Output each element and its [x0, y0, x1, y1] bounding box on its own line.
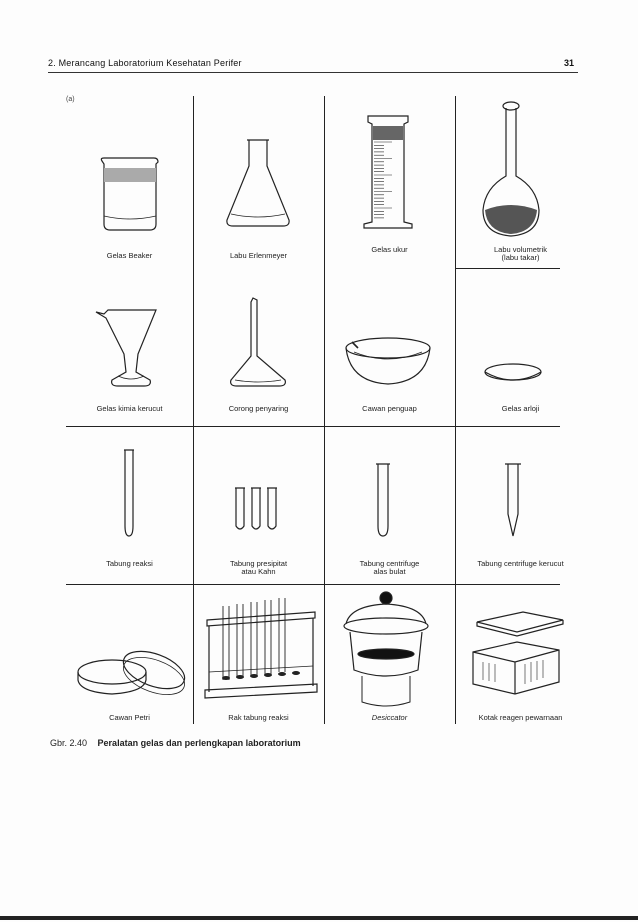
test-tube-cell — [68, 426, 191, 583]
item-label: Gelas Beaker — [106, 251, 153, 260]
item-label: Gelas ukur — [371, 245, 408, 254]
centrifuge-round-cell — [328, 426, 451, 583]
figure-number: Gbr. 2.40 — [50, 738, 88, 748]
item-label: Tabung reaksi — [106, 559, 153, 568]
beaker-illustration — [68, 96, 191, 253]
grid-divider — [455, 96, 456, 724]
item-label: Kotak reagen pewarnaan — [478, 713, 563, 722]
conical-glass-cell — [68, 268, 191, 425]
funnel-cell — [197, 268, 320, 425]
item-label: Corong penyaring — [228, 404, 289, 413]
evaporating-dish-illustration — [328, 268, 451, 425]
petri-dish-cell — [68, 584, 191, 741]
beaker-cell — [68, 96, 191, 260]
page-number: 31 — [563, 58, 574, 68]
item-label: Gelas kimia kerucut — [96, 404, 163, 413]
equipment-grid — [66, 96, 564, 724]
erlenmeyer-cell — [197, 96, 320, 260]
section-label: (a) — [66, 96, 75, 103]
centrifuge-conical-cell — [459, 426, 582, 583]
volumetric-flask-cell — [459, 96, 582, 262]
precipitation-tube-cell — [197, 426, 320, 583]
watch-glass-cell — [459, 268, 582, 425]
item-label: Tabung centrifuge kerucut — [477, 559, 564, 568]
graduated-cylinder-illustration — [328, 96, 451, 253]
item-label: Gelas arloji — [501, 404, 540, 413]
item-label-secondary: alas bulat — [373, 567, 406, 576]
item-label-secondary: (labu takar) — [501, 253, 540, 262]
item-label: Tabung presipitat — [229, 559, 288, 568]
graduated-cylinder-cell — [328, 96, 451, 253]
item-label: Tabung centrifuge — [359, 559, 420, 568]
item-label: Desiccator — [371, 713, 408, 722]
figure-caption — [50, 738, 301, 748]
item-label: Rak tabung reaksi — [228, 713, 289, 722]
item-label: Labu volumetrik — [494, 245, 547, 254]
filter-funnel-illustration — [197, 268, 320, 425]
erlenmeyer-flask-illustration — [197, 96, 320, 253]
watch-glass-illustration — [459, 268, 582, 425]
figure-caption-text: Peralatan gelas dan perlengkapan laboratorium — [97, 738, 301, 748]
tube-rack-cell — [197, 584, 320, 741]
desiccator-cell — [328, 584, 451, 741]
page-header — [48, 58, 578, 73]
item-label: Cawan Petri — [109, 713, 150, 722]
volumetric-flask-illustration — [459, 96, 582, 253]
item-label-secondary: atau Kahn — [241, 567, 276, 576]
grid-divider — [193, 96, 194, 724]
page-bottom-edge — [0, 916, 638, 920]
grid-divider — [324, 96, 325, 724]
reagent-box-cell — [459, 584, 582, 741]
item-label: Labu Erlenmeyer — [229, 251, 288, 260]
evaporating-dish-cell — [328, 268, 451, 425]
conical-beaker-illustration — [68, 268, 191, 425]
item-label: Cawan penguap — [362, 404, 417, 413]
running-title: 2. Merancang Laboratorium Kesehatan Perifer — [48, 58, 242, 68]
